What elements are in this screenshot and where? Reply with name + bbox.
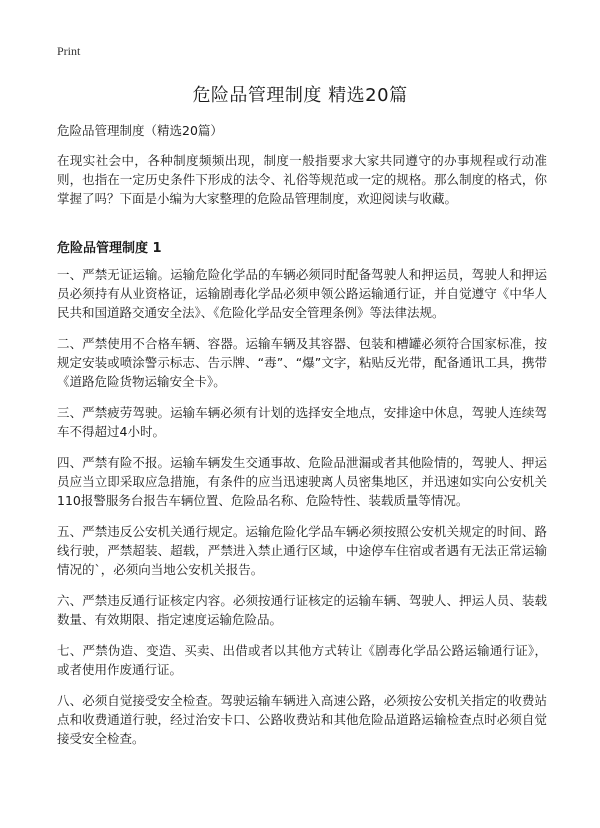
rules-list (57, 265, 547, 760)
rule-paragraph: 三、严禁疲劳驾驶。运输车辆必须有计划的选择安全地点，安排途中休息，驾驶人连续驾车不得超过4小时。 (57, 405, 547, 439)
rule-paragraph: 五、严禁违反公安机关通行规定。运输危险化学品车辆必须按照公安机关规定的时间、路线行驶，严禁超装、超载，严禁进入禁止通行区域，中途停车住宿或者遇有无法正常运输情况的`，必须向当地公安机关报告。 (57, 524, 547, 577)
print-link[interactable]: Print (57, 44, 81, 58)
rule-paragraph: 八、必须自觉接受安全检查。驾驶运输车辆进入高速公路，必须按公安机关指定的收费站点和收费通道行驶，经过治安卡口、公路收费站和其他危险品道路运输检查点时必须自觉接受安全检查。 (57, 693, 547, 746)
page-title: 危险品管理制度 精选20篇 (192, 85, 408, 106)
section-heading: 危险品管理制度 1 (57, 241, 162, 256)
rule-paragraph: 二、严禁使用不合格车辆、容器。运输车辆及其容器、包装和槽罐必须符合国家标准，按规定安装或喷涂警示标志、告示牌、“毒”、“爆”文字，粘贴反光带，配备通讯工具，携带《道路危险货物运输安全卡》。 (57, 336, 547, 389)
rule-paragraph: 六、严禁违反通行证核定内容。必须按通行证核定的运输车辆、驾驶人、押运人员、装载数量、有效期限、指定速度运输危险品。 (57, 593, 547, 627)
rule-paragraph: 一、严禁无证运输。运输危险化学品的车辆必须同时配备驾驶人和押运员，驾驶人和押运员必须持有从业资格证，运输剧毒化学品必须申领公路运输通行证，并自觉遵守《中华人民共和国道路交通安全法》、《危险化学品安全管理条例》等法律法规。 (57, 267, 547, 320)
document-subtitle: 危险品管理制度（精选20篇） (57, 123, 223, 138)
rule-paragraph: 七、严禁伪造、变造、买卖、出借或者以其他方式转让《剧毒化学品公路运输通行证》，或者使用作废通行证。 (57, 643, 547, 677)
intro-paragraph: 在现实社会中，各种制度频频出现，制度一般指要求大家共同遵守的办事规程或行动准则，也指在一定历史条件下形成的法令、礼俗等规范或一定的规格。那么制度的格式，你掌握了吗？下面是小编为大家整理的危险品管理制度，欢迎阅读与收藏。 (57, 153, 547, 206)
rule-paragraph: 四、严禁有险不报。运输车辆发生交通事故、危险品泄漏或者其他险情的，驾驶人、押运员应当立即采取应急措施，有条件的应当迅速驶离人员密集地区，并迅速如实向公安机关110报警服务台报告车辆位置、危险品名称、危险特性、装载质量等情况。 (57, 455, 547, 508)
